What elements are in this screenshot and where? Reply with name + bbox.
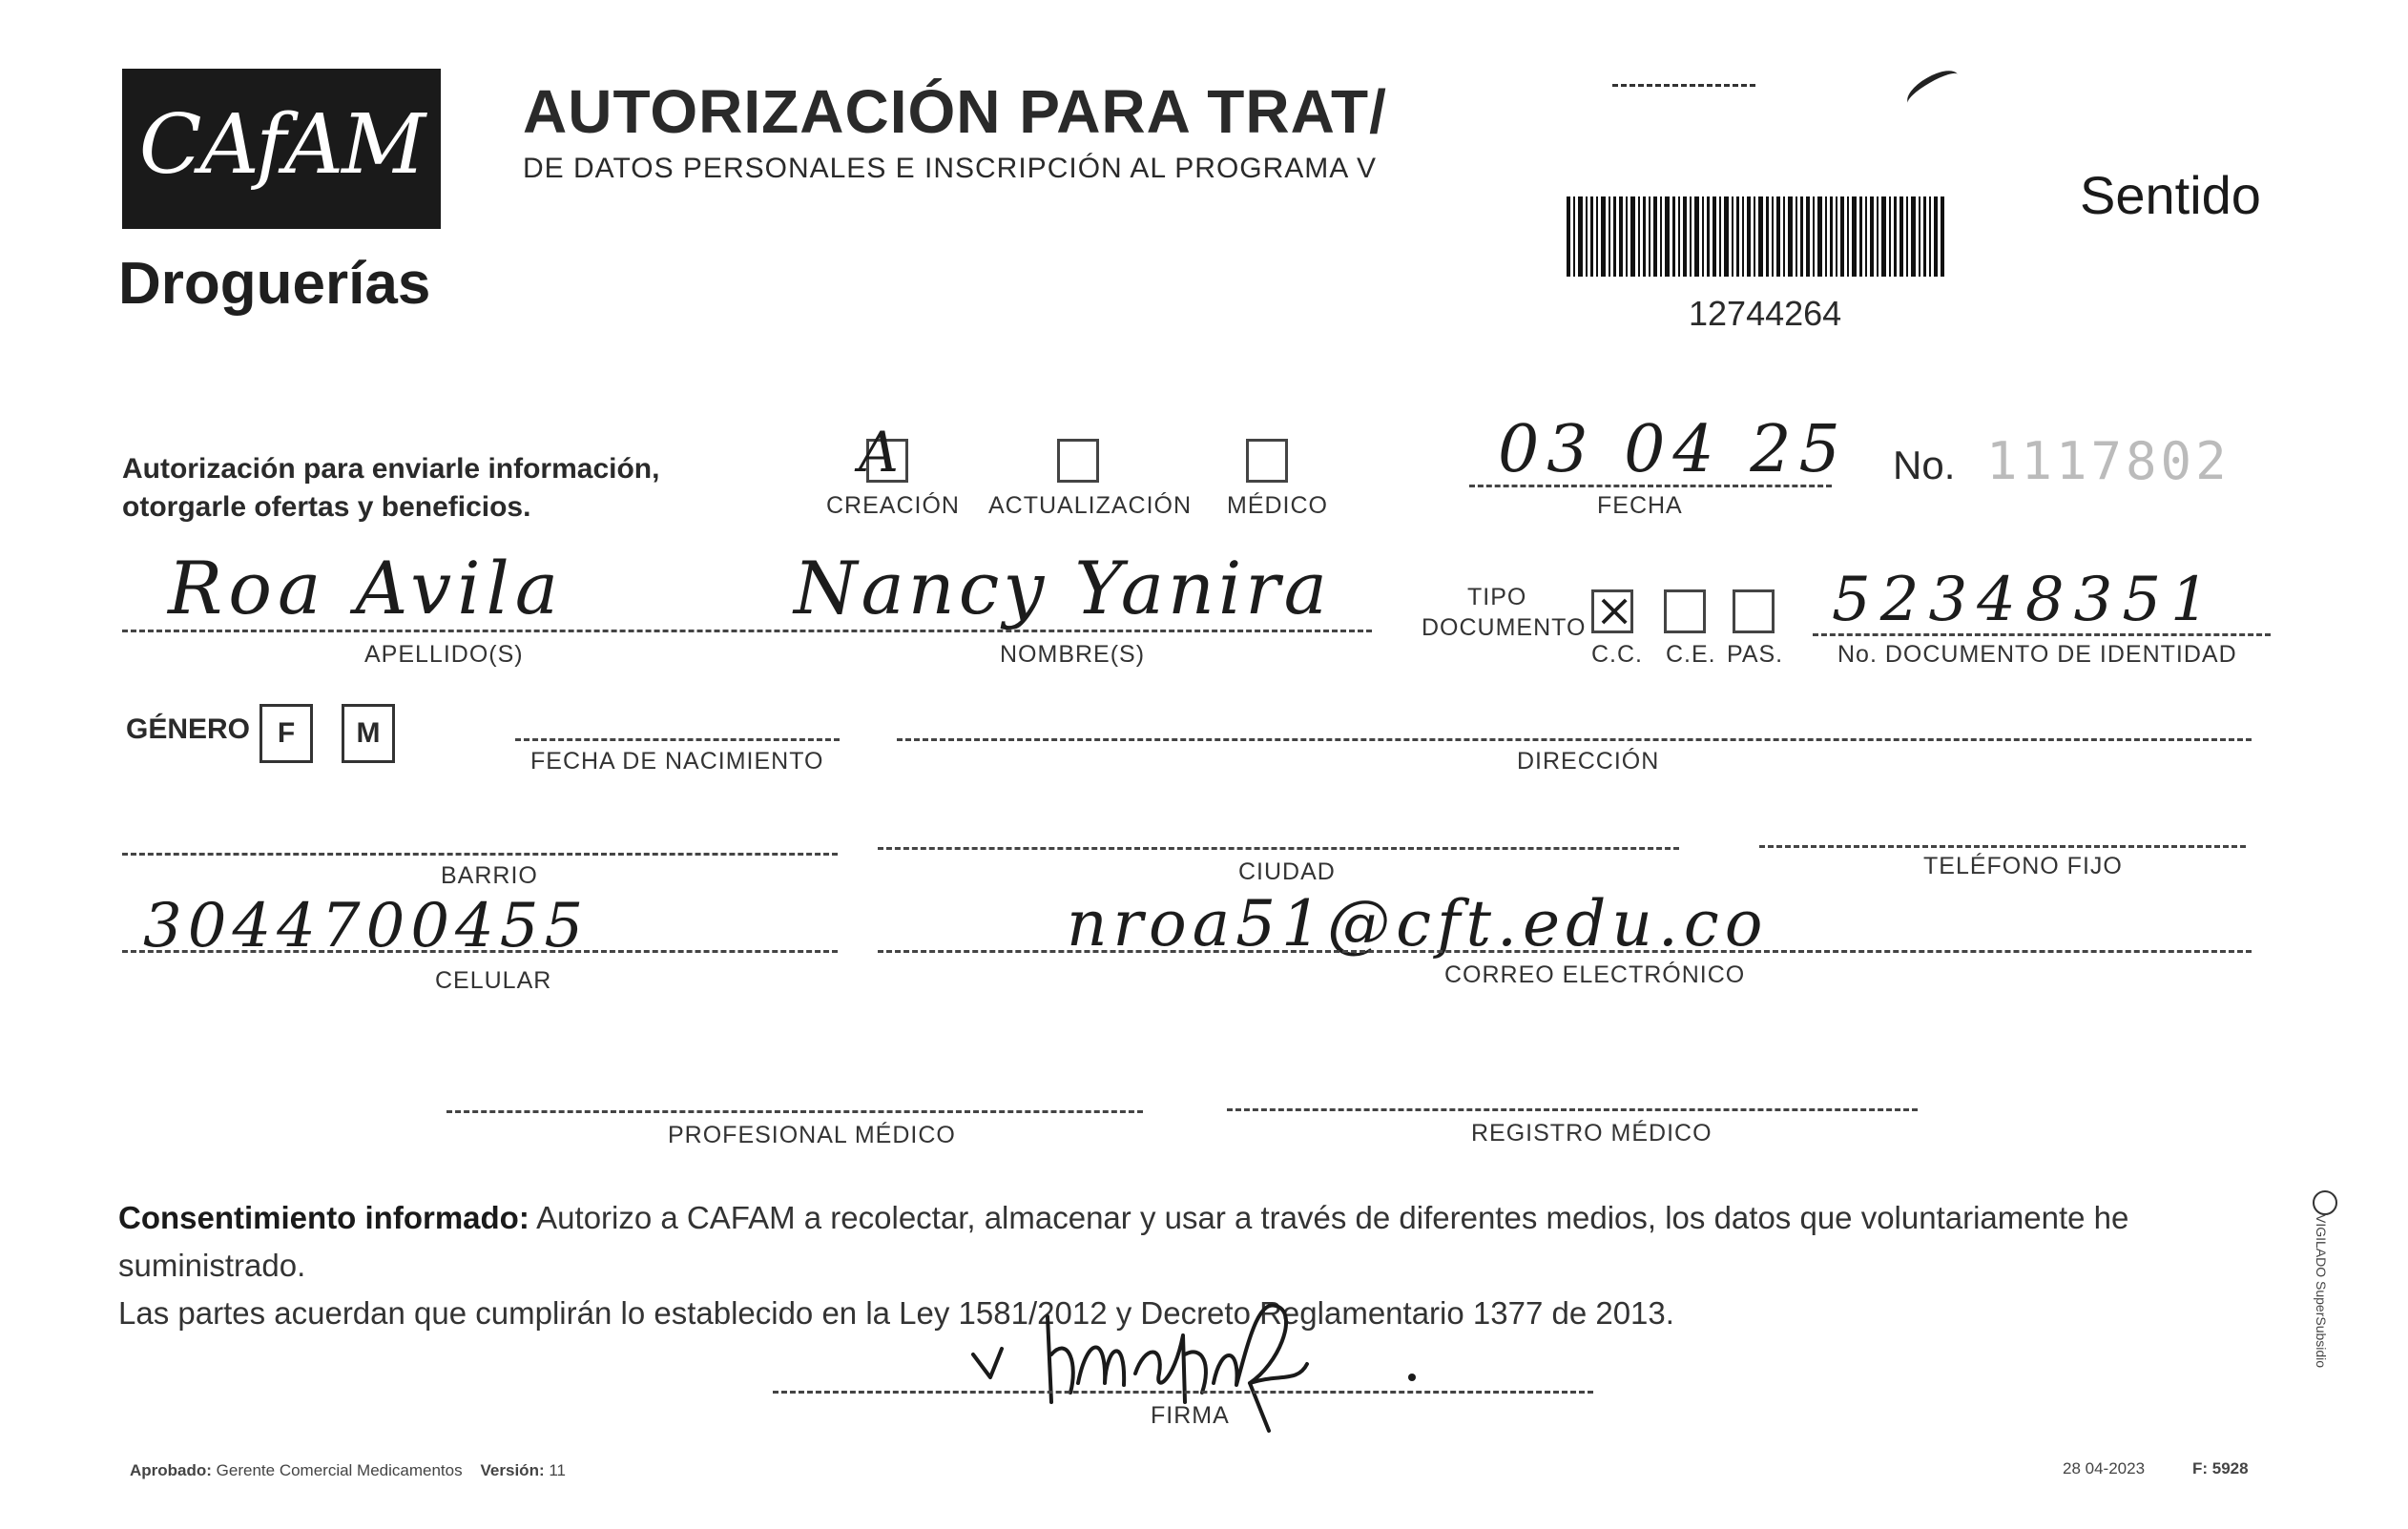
registro-line <box>1227 1108 1918 1111</box>
checkbox-actualizacion[interactable] <box>1057 439 1099 483</box>
consent-heading: Consentimiento informado: <box>118 1200 529 1235</box>
nombres-label: NOMBRE(S) <box>1000 641 1146 668</box>
footer-form-code: F: 5928 <box>2192 1459 2249 1477</box>
supersubsidio-seal <box>2307 1190 2335 1381</box>
genero-m-box[interactable]: M <box>342 704 395 763</box>
version-value: 11 <box>549 1461 567 1479</box>
option-creacion-label: CREACIÓN <box>826 492 960 519</box>
sentido-logo: Sentido <box>2080 165 2261 225</box>
checkbox-ce[interactable] <box>1664 589 1706 633</box>
option-actualizacion-label: ACTUALIZACIÓN <box>988 492 1193 519</box>
firma-line <box>773 1391 1593 1394</box>
seal-icon <box>2313 1190 2337 1215</box>
aprobado-value: Gerente Comercial Medicamentos <box>216 1461 463 1479</box>
cafam-logo: CAfAM <box>138 97 425 193</box>
profesional-line <box>446 1110 1143 1113</box>
barrio-label: BARRIO <box>441 862 538 889</box>
fecha-nacimiento-label: FECHA DE NACIMIENTO <box>530 748 824 775</box>
correo-value[interactable]: nroa51@cft.edu.co <box>1067 887 1769 961</box>
brand-subtitle: Droguerías <box>118 251 431 317</box>
no-label: No. <box>1893 443 1956 487</box>
celular-value[interactable]: 3044700455 <box>143 891 590 961</box>
telefono-line <box>1759 845 2246 848</box>
footer-left <box>130 1461 566 1480</box>
correo-label: CORREO ELECTRÓNICO <box>1444 961 1746 988</box>
form-title: AUTORIZACIÓN PARA TRAT/ <box>523 77 1387 146</box>
form-number: 1117802 <box>1986 431 2231 491</box>
fecha-nacimiento-line <box>515 738 840 741</box>
genero-f-box[interactable]: F <box>259 704 313 763</box>
firma-label: FIRMA <box>1151 1402 1230 1429</box>
option-medico-label: MÉDICO <box>1227 492 1328 519</box>
nombres-value[interactable]: Nancy Yanira <box>794 546 1331 630</box>
checkbox-pas[interactable] <box>1733 589 1775 633</box>
checkbox-medico[interactable] <box>1246 439 1288 483</box>
genero-label: GÉNERO <box>126 713 251 745</box>
doc-number-value[interactable]: 52348351 <box>1832 565 2219 635</box>
direccion-line <box>897 738 2252 741</box>
scan-mark-2 <box>1902 64 1964 114</box>
telefono-label: TELÉFONO FIJO <box>1923 853 2123 879</box>
profesional-label: PROFESIONAL MÉDICO <box>668 1122 956 1148</box>
scan-mark <box>1612 84 1755 87</box>
doc-number-line <box>1813 633 2271 636</box>
tipo-label-1: TIPO <box>1467 584 1527 610</box>
apellidos-value[interactable]: Roa Avila <box>168 546 565 630</box>
vertical-text: VIGILADO SuperSubsidio <box>2314 1214 2329 1369</box>
celular-line <box>122 950 838 953</box>
tipo-label-2: DOCUMENTO <box>1422 614 1587 641</box>
form-subtitle: DE DATOS PERSONALES E INSCRIPCIÓN AL PROGRAMA V <box>523 153 1377 184</box>
doc-number-label: No. DOCUMENTO DE IDENTIDAD <box>1837 641 2237 668</box>
fecha-value[interactable]: 03 04 25 <box>1498 412 1848 487</box>
registro-label: REGISTRO MÉDICO <box>1471 1120 1713 1147</box>
fecha-line <box>1469 485 1832 487</box>
barcode <box>1567 196 1944 277</box>
barcode-number: 12744264 <box>1689 294 1842 333</box>
doc-cc-label: C.C. <box>1591 641 1643 668</box>
barrio-line <box>122 853 838 856</box>
authorization-intro: Autorización para enviarle información, otorgarle ofertas y beneficios. <box>122 453 660 523</box>
checkbox-creacion-mark: A <box>859 420 899 485</box>
doc-pas-label: PAS. <box>1727 641 1784 668</box>
consent-text-1: Autorizo a CAFAM a recolectar, almacenar y usar a través de diferentes medios, los datos que voluntariamente he suministrado. <box>118 1200 2129 1283</box>
correo-line <box>878 950 2252 953</box>
consent-text-2: Las partes acuerdan que cumplirán lo establecido en la Ley 1581/2012 y Decreto Reglamentario 1377 de 2013. <box>118 1295 1674 1331</box>
doc-ce-label: C.E. <box>1666 641 1716 668</box>
apellidos-label: APELLIDO(S) <box>364 641 524 668</box>
checkbox-cc-mark: × <box>1595 584 1634 637</box>
ciudad-label: CIUDAD <box>1238 858 1336 885</box>
celular-label: CELULAR <box>435 967 552 994</box>
version-label: Versión: <box>480 1461 545 1479</box>
footer-date: 28 04-2023 <box>2063 1459 2146 1477</box>
direccion-label: DIRECCIÓN <box>1517 748 1660 775</box>
fecha-label: FECHA <box>1597 492 1683 519</box>
ciudad-line <box>878 847 1679 850</box>
aprobado-label: Aprobado: <box>130 1461 212 1479</box>
